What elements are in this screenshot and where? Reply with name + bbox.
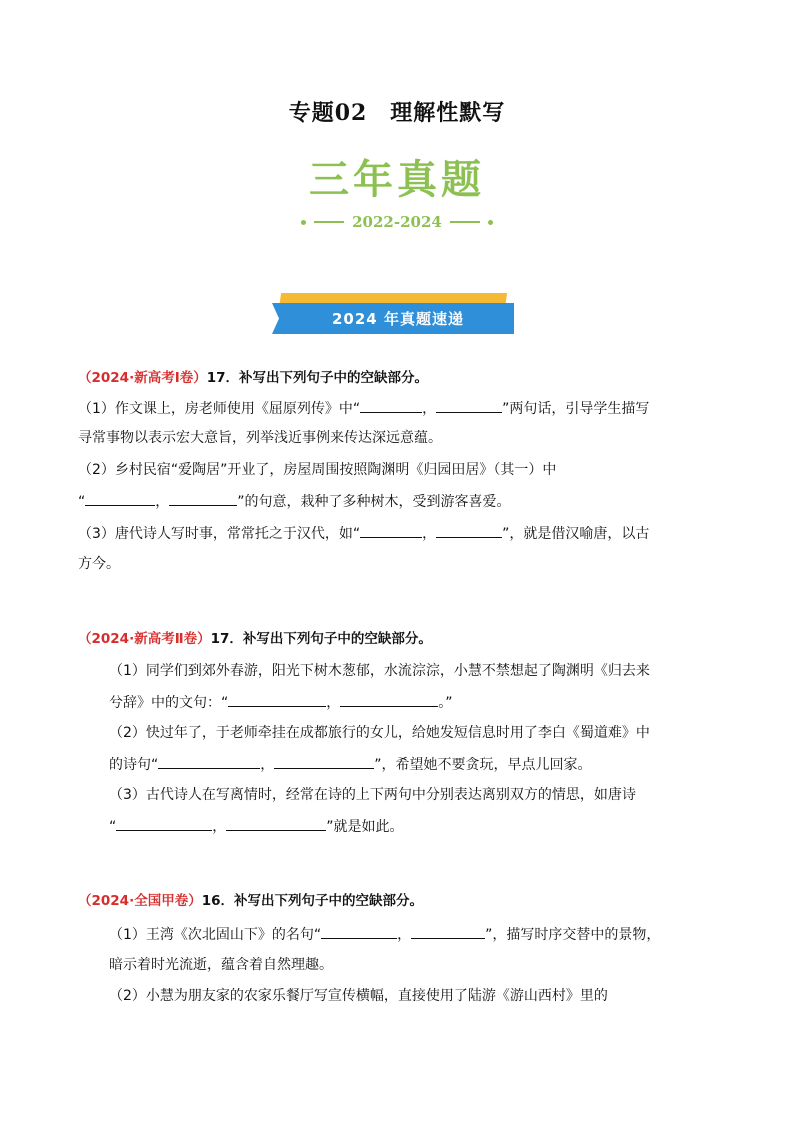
question-heading xyxy=(78,889,423,909)
section-big-title: 三年真题 xyxy=(309,157,485,203)
text: （1）王湾《次北固山下》的名句“ xyxy=(109,927,322,943)
question-heading xyxy=(78,366,428,386)
question-prompt: 17．补写出下列句子中的空缺部分。 xyxy=(210,631,432,647)
text: ”，描写时序交替中的景物， xyxy=(485,927,661,943)
question-line xyxy=(78,523,728,544)
text: ”的句意，栽种了多种树木，受到游客喜爱。 xyxy=(237,494,511,510)
question-heading xyxy=(78,627,432,647)
text: ， xyxy=(260,757,275,773)
answer-blank[interactable] xyxy=(116,816,212,831)
text: ， xyxy=(422,526,437,542)
text: ， xyxy=(212,819,227,835)
decor-line xyxy=(450,221,480,223)
text: ”，希望她不要贪玩，早点儿回家。 xyxy=(374,757,592,773)
text: ， xyxy=(422,401,437,417)
answer-blank[interactable] xyxy=(436,523,502,538)
question-line: （2）小慧为朋友家的农家乐餐厅写宣传横幅，直接使用了陆游《游山西村》里的 xyxy=(109,988,608,1004)
question-line: 方今。 xyxy=(78,556,120,572)
question-line xyxy=(78,491,728,512)
text: “ xyxy=(78,494,86,510)
year-range-line xyxy=(0,211,794,233)
question-line xyxy=(109,924,759,945)
text: ”就是如此。 xyxy=(326,819,404,835)
answer-blank[interactable] xyxy=(226,816,326,831)
text: ”两句话，引导学生描写 xyxy=(502,401,650,417)
text: “ xyxy=(109,819,117,835)
decor-line xyxy=(314,221,344,223)
decor-dot-icon xyxy=(488,220,493,225)
question-line xyxy=(109,816,759,837)
text: 。” xyxy=(438,695,453,711)
text: （3）唐代诗人写时事，常常托之于汉代，如“ xyxy=(78,526,361,542)
banner-label: 2024 年真题速递 xyxy=(282,303,514,334)
text: ， xyxy=(155,494,170,510)
text: ”，就是借汉喻唐，以古 xyxy=(502,526,650,542)
banner-notch-icon xyxy=(272,303,286,334)
text: ， xyxy=(326,695,341,711)
decor-dot-icon xyxy=(301,220,306,225)
question-line xyxy=(109,692,759,713)
text: 的诗句“ xyxy=(109,757,159,773)
text: ， xyxy=(397,927,412,943)
answer-blank[interactable] xyxy=(274,754,374,769)
question-line xyxy=(78,398,728,419)
question-source: （2024·新高考Ⅱ卷） xyxy=(78,631,211,647)
answer-blank[interactable] xyxy=(340,692,438,707)
question-line: （3）古代诗人在写离情时，经常在诗的上下两句中分别表达离别双方的情思，如唐诗 xyxy=(109,787,636,803)
question-line: （1）同学们到郊外春游，阳光下树木葱郁，水流淙淙，小慧不禁想起了陶渊明《归去来 xyxy=(109,663,650,679)
answer-blank[interactable] xyxy=(411,924,485,939)
answer-blank[interactable] xyxy=(228,692,326,707)
answer-blank[interactable] xyxy=(360,523,422,538)
answer-blank[interactable] xyxy=(158,754,260,769)
question-line xyxy=(109,754,759,775)
question-source: （2024·新高考Ⅰ卷） xyxy=(78,370,207,386)
question-line: 寻常事物以表示宏大意旨，列举浅近事例来传达深远意蕴。 xyxy=(78,430,442,446)
question-prompt: 16．补写出下列句子中的空缺部分。 xyxy=(201,893,423,909)
question-line: （2）快过年了，于老师牵挂在成都旅行的女儿，给她发短信息时用了李白《蜀道难》中 xyxy=(109,725,650,741)
answer-blank[interactable] xyxy=(436,398,502,413)
answer-blank[interactable] xyxy=(360,398,422,413)
question-line: 暗示着时光流逝，蕴含着自然理趣。 xyxy=(109,957,333,973)
answer-blank[interactable] xyxy=(169,491,237,506)
section-banner xyxy=(272,290,514,342)
question-line: （2）乡村民宿“爱陶居”开业了，房屋周围按照陶渊明《归园田居》（其一）中 xyxy=(78,462,557,478)
answer-blank[interactable] xyxy=(321,924,397,939)
answer-blank[interactable] xyxy=(85,491,155,506)
page-title: 专题02 理解性默写 xyxy=(288,100,506,126)
question-source: （2024·全国甲卷） xyxy=(78,893,202,909)
question-prompt: 17．补写出下列句子中的空缺部分。 xyxy=(206,370,429,386)
text: （1）作文课上，房老师使用《屈原列传》中“ xyxy=(78,401,361,417)
text: 兮辞》中的文句：“ xyxy=(109,695,229,711)
year-range: 2022-2024 xyxy=(352,213,442,231)
